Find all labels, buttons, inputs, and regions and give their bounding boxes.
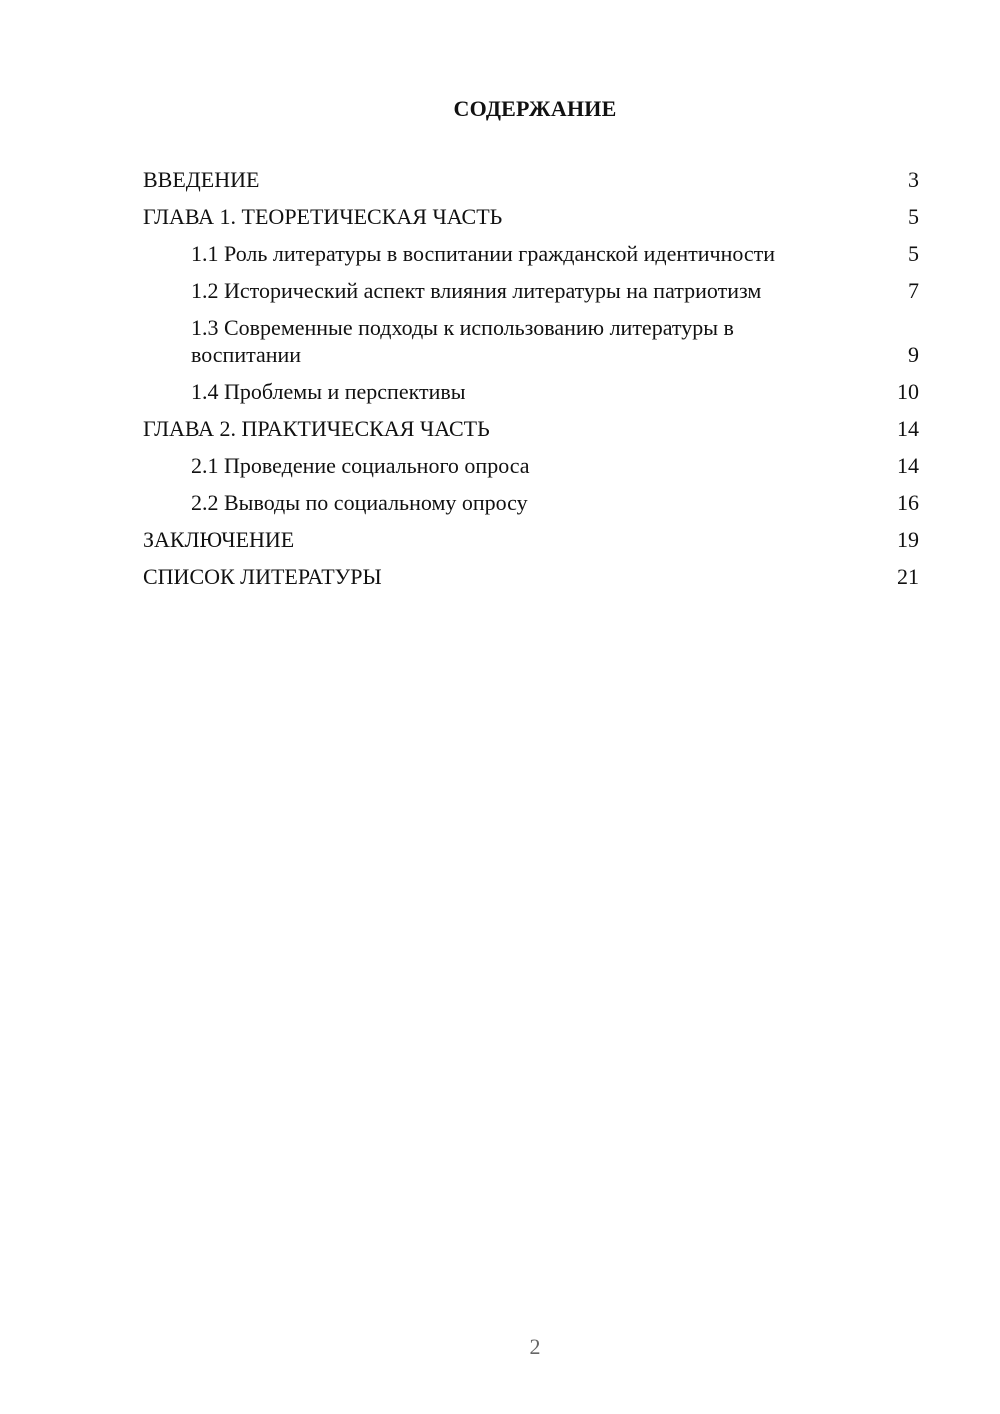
toc-entry-section-1-2 bbox=[143, 277, 919, 304]
toc-entry-label: 1.1 Роль литературы в воспитании гражданской идентичности bbox=[191, 241, 776, 266]
toc-entry-page-number: 21 bbox=[897, 564, 919, 589]
toc-entry-label: СПИСОК ЛИТЕРАТУРЫ bbox=[143, 564, 382, 589]
toc-entry-conclusion bbox=[143, 526, 919, 553]
toc-entry-label: 2.2 Выводы по социальному опросу bbox=[191, 490, 528, 515]
toc-entry-label: 1.3 Современные подходы к использованию литературы в воспитании bbox=[191, 315, 734, 367]
toc-entry-page-number: 9 bbox=[908, 342, 919, 367]
toc-entry-section-1-4 bbox=[143, 378, 919, 405]
toc-entry-introduction bbox=[143, 166, 919, 193]
toc-entry-section-1-3 bbox=[143, 314, 919, 368]
toc-entry-label: ГЛАВА 2. ПРАКТИЧЕСКАЯ ЧАСТЬ bbox=[143, 416, 490, 441]
toc-entry-section-1-1 bbox=[143, 240, 919, 267]
toc-entry-references bbox=[143, 563, 919, 590]
toc-entry-page-number: 5 bbox=[908, 241, 919, 266]
toc-entry-label: ВВЕДЕНИЕ bbox=[143, 167, 260, 192]
toc-entry-label: 1.4 Проблемы и перспективы bbox=[191, 379, 466, 404]
toc-entry-page-number: 16 bbox=[897, 490, 919, 515]
toc-entry-page-number: 5 bbox=[908, 204, 919, 229]
toc-title: СОДЕРЖАНИЕ bbox=[453, 96, 617, 121]
toc-entry-page-number: 14 bbox=[897, 453, 919, 478]
toc-entry-page-number: 10 bbox=[897, 379, 919, 404]
toc-entry-label: 2.1 Проведение социального опроса bbox=[191, 453, 530, 478]
table-of-contents bbox=[143, 166, 919, 600]
toc-entry-section-2-1 bbox=[143, 452, 919, 479]
toc-entry-page-number: 3 bbox=[908, 167, 919, 192]
toc-entry-chapter-1 bbox=[143, 203, 919, 230]
toc-entry-label: ГЛАВА 1. ТЕОРЕТИЧЕСКАЯ ЧАСТЬ bbox=[143, 204, 503, 229]
toc-entry-section-2-2 bbox=[143, 489, 919, 516]
toc-entry-label: 1.2 Исторический аспект влияния литературы на патриотизм bbox=[191, 278, 762, 303]
toc-entry-chapter-2 bbox=[143, 415, 919, 442]
page-number: 2 bbox=[529, 1334, 541, 1359]
toc-entry-page-number: 19 bbox=[897, 527, 919, 552]
toc-entry-label: ЗАКЛЮЧЕНИЕ bbox=[143, 527, 295, 552]
toc-entry-page-number: 7 bbox=[908, 278, 919, 303]
toc-entry-page-number: 14 bbox=[897, 416, 919, 441]
